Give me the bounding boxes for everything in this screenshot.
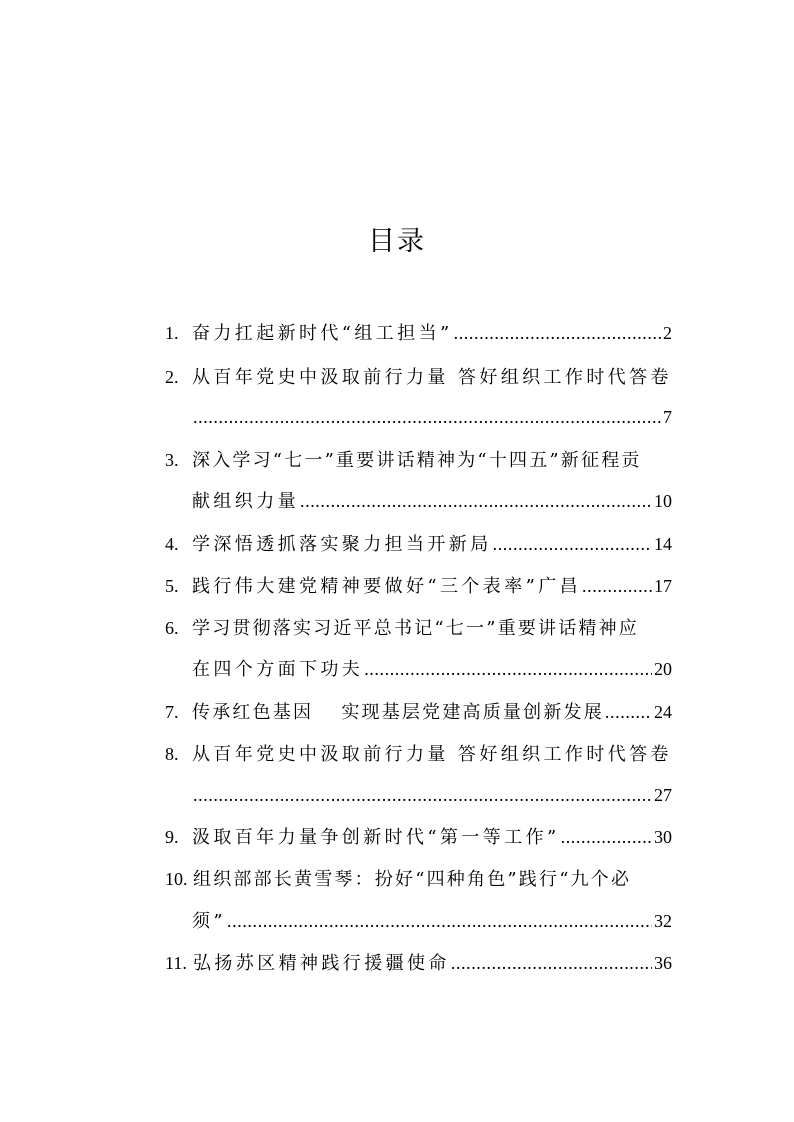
dot-leader — [300, 484, 652, 518]
entry-number: 11. — [165, 953, 187, 973]
toc-entry-7[interactable] — [165, 695, 672, 729]
entry-number: 9. — [165, 827, 179, 847]
entry-number: 2. — [165, 367, 179, 387]
entry-page: 36 — [654, 953, 672, 973]
entry-title: 践行伟大建党精神要做好“三个表率”广昌 — [192, 576, 582, 597]
entry-page: 30 — [654, 827, 672, 847]
entry-page: 7 — [663, 407, 672, 427]
entry-page: 20 — [654, 659, 672, 679]
toc-entry-6-cont[interactable] — [165, 652, 672, 686]
entry-title: 汲取百年力量争创新时代“第一等工作” — [192, 827, 560, 848]
toc-entry-10-cont[interactable] — [165, 904, 672, 938]
toc-entry-8[interactable] — [165, 737, 672, 771]
entry-number: 3. — [165, 450, 179, 470]
entry-page: 2 — [663, 323, 672, 343]
toc-entry-9[interactable] — [165, 820, 672, 854]
entry-title: 从百年党史中汲取前行力量 答好组织工作时代答卷 — [192, 367, 672, 388]
toc-entry-2-leader[interactable] — [165, 400, 672, 434]
entry-number: 4. — [165, 534, 179, 554]
dot-leader — [582, 569, 652, 603]
entry-title-continued: 献组织力量 — [192, 491, 299, 512]
toc-entry-3-cont[interactable] — [165, 484, 672, 518]
toc-entry-2[interactable] — [165, 360, 672, 394]
entry-page: 32 — [654, 911, 672, 931]
dot-leader — [227, 904, 652, 938]
entry-page: 10 — [654, 491, 672, 511]
entry-title: 组织部部长黄雪琴：扮好“四种角色”践行“九个必 — [193, 869, 632, 890]
entry-title: 深入学习“七一”重要讲话精神为“十四五”新征程贡 — [192, 450, 642, 471]
table-of-contents — [165, 0, 672, 1122]
entry-number: 1. — [165, 323, 179, 343]
toc-entry-4[interactable] — [165, 527, 672, 561]
entry-page: 27 — [654, 785, 672, 805]
toc-entry-1[interactable] — [165, 316, 672, 350]
entry-number: 5. — [165, 576, 179, 596]
toc-entry-10[interactable] — [165, 862, 672, 896]
entry-page: 24 — [654, 702, 672, 722]
toc-entry-6[interactable] — [165, 611, 672, 645]
dot-leader — [364, 652, 652, 686]
dot-leader — [561, 820, 652, 854]
dot-leader — [454, 316, 661, 350]
entry-title: 从百年党史中汲取前行力量 答好组织工作时代答卷 — [192, 744, 672, 765]
toc-title: 目录 — [368, 226, 426, 257]
entry-title-continued: 在四个方面下功夫 — [192, 659, 364, 680]
entry-title: 传承红色基因 实现基层党建高质量创新发展 — [192, 702, 604, 723]
entry-title: 学深悟透抓落实聚力担当开新局 — [192, 534, 492, 555]
entry-number: 10. — [165, 869, 188, 889]
entry-title-continued: 须” — [192, 911, 227, 932]
dot-leader — [451, 946, 652, 980]
entry-number: 8. — [165, 744, 179, 764]
dot-leader — [605, 695, 652, 729]
toc-entry-8-leader[interactable] — [165, 778, 672, 812]
entry-title: 学习贯彻落实习近平总书记“七一”重要讲话精神应 — [192, 618, 640, 639]
toc-entry-11[interactable] — [165, 946, 672, 980]
toc-entry-3[interactable] — [165, 443, 672, 477]
dot-leader — [193, 778, 652, 812]
entry-number: 7. — [165, 702, 179, 722]
dot-leader — [193, 400, 661, 434]
entry-page: 14 — [654, 534, 672, 554]
dot-leader — [493, 527, 652, 561]
entry-page: 17 — [654, 576, 672, 596]
entry-title: 弘扬苏区精神践行援疆使命 — [193, 953, 450, 974]
entry-title: 奋力扛起新时代“组工担当” — [192, 323, 453, 344]
entry-number: 6. — [165, 618, 179, 638]
toc-entry-5[interactable] — [165, 569, 672, 603]
